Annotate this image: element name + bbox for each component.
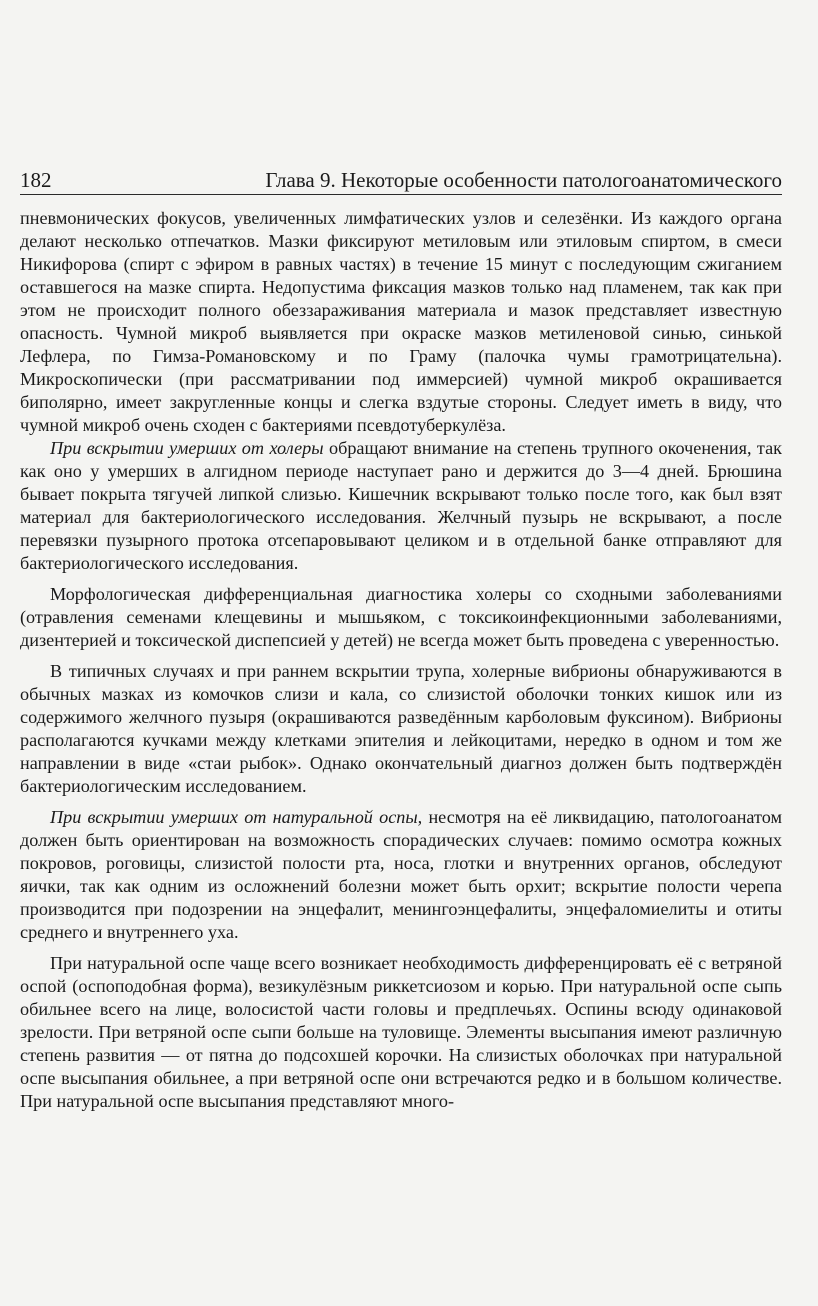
paragraph-italic-lead: При вскрытии умерших от натуральной оспы,	[50, 807, 423, 827]
paragraph-text: В типичных случаях и при раннем вскрытии трупа, холерные вибрионы обнаруживаются в обычных мазках из комочков слизи и кала, со слизистой оболочки тонких кишок или из содержимого желчного пузыря (окрашиваются разведённым карболовым фуксином). Вибрионы располагаются кучками между клетками эпителия и лейкоцитами, нередко в одном и том же направлении в виде «стаи рыбок». Однако окончательный диагноз должен быть подтверждён бактериологическим исследованием.	[20, 661, 782, 796]
paragraph-6	[20, 952, 782, 1113]
paragraph-text: пневмонических фокусов, увеличенных лимфатических узлов и селезёнки. Из каждого органа делают несколько отпечатков. Мазки фиксируют метиловым или этиловым спиртом, в смеси Никифорова (спирт с эфиром в равных частях) в течение 15 минут с последующим сжиганием оставшегося на мазке спирта. Недопустима фиксация мазков только над пламенем, так как при этом не происходит полного обеззараживания материала и мазок представляет известную опасность. Чумной микроб выявляется при окраске мазков метиленовой синью, синькой Лефлера, по Гимза-Романовскому и по Граму (палочка чумы грамотрицательна). Микроскопически (при рассматривании под иммерсией) чумной микроб окрашивается биполярно, имеет закругленные концы и слегка вздутые стороны. Следует иметь в виду, что чумной микроб очень сходен с бактериями псевдотуберкулёза.	[20, 208, 782, 435]
running-title: Глава 9. Некоторые особенности патологоанатомического	[265, 168, 782, 192]
body-text	[20, 207, 782, 1113]
paragraph-text: Морфологическая дифференциальная диагностика холеры со сходными заболеваниями (отравления семенами клещевины и мышьяком, с токсикоинфекционными заболеваниями, дизентерией и токсической диспепсией у детей) не всегда может быть проведена с уверенностью.	[20, 584, 782, 650]
paragraph-4	[20, 660, 782, 798]
paragraph-1	[20, 207, 782, 437]
paragraph-text: обращают внимание на степень трупного окоченения, так как оно у умерших в алгидном периоде наступает рано и держится до 3—4 дней. Брюшина бывает покрыта тягучей липкой слизью. Кишечник вскрывают только после того, как был взят материал для бактериологического исследования. Желчный пузырь не вскрывают, а после перевязки пузырного протока отсепаровывают целиком и в отдельной банке отправляют для бактериологического исследования.	[20, 438, 782, 573]
paragraph-italic-lead: При вскрытии умерших от холеры	[50, 438, 324, 458]
paragraph-2	[20, 437, 782, 575]
paragraph-5	[20, 806, 782, 944]
page-number: 182	[20, 168, 52, 192]
page-header	[20, 164, 782, 195]
paragraph-3	[20, 583, 782, 652]
paragraph-text: несмотря на её ликвидацию, патологоанатом должен быть ориентирован на возможность спорадических случаев: помимо осмотра кожных покровов, роговицы, слизистой полости рта, носа, глотки и внутренних органов, обследуют яички, так как одним из осложнений болезни может быть орхит; вскрытие полости черепа производится при подозрении на энцефалит, менингоэнцефалиты, энцефаломиелиты и отиты среднего и внутреннего уха.	[20, 807, 782, 942]
paragraph-text: При натуральной оспе чаще всего возникает необходимость дифференцировать её с ветряной оспой (оспоподобная форма), везикулёзным риккетсиозом и корью. При натуральной оспе сыпь обильнее всего на лице, волосистой части головы и предплечьях. Оспины всюду одинаковой зрелости. При ветряной оспе сыпи больше на туловище. Элементы высыпания имеют различную степень развития — от пятна до подсохшей корочки. На слизистых оболочках при натуральной оспе высыпания обильнее, а при ветряной оспе они встречаются редко и в большом количестве. При натуральной оспе высыпания представляют много-	[20, 953, 782, 1111]
